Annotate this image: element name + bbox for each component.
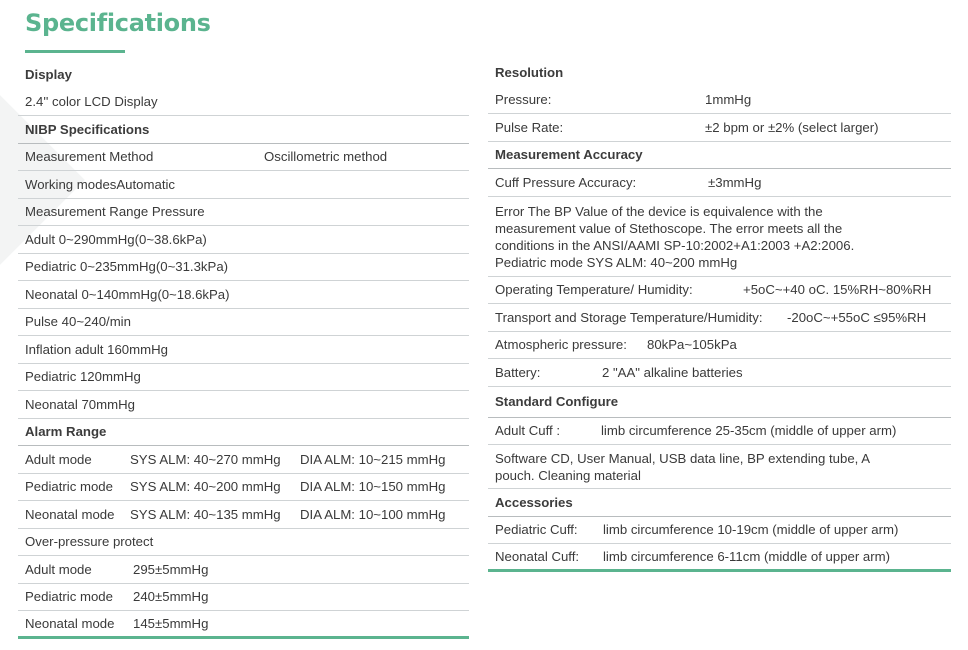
spec-label: Neonatal Cuff: — [495, 548, 580, 564]
error-text-line: measurement value of Stethoscope. The error meets all the — [495, 220, 843, 236]
spec-label: Adult Cuff : — [495, 423, 560, 439]
overpressure-mode: Pediatric mode — [25, 589, 113, 605]
spec-row-cuff-accuracy — [488, 169, 951, 197]
spec-value: Neonatal 0~140mmHg(0~18.6kPa) — [25, 286, 230, 302]
spec-row-pediatric-inflation — [18, 364, 469, 392]
spec-label: Battery: — [495, 364, 541, 380]
spec-row-transport — [488, 304, 951, 332]
spec-row-display — [18, 89, 469, 117]
error-text-line: Error The BP Value of the device is equivalence with the — [495, 203, 823, 219]
alarm-mode: Neonatal mode — [25, 506, 115, 522]
spec-row-operating — [488, 277, 951, 305]
overpressure-value: 145±5mmHg — [133, 615, 209, 631]
spec-label: Operating Temperature/ Humidity: — [495, 282, 693, 298]
spec-value: Pediatric 0~235mmHg(0~31.3kPa) — [25, 259, 229, 275]
overpressure-mode: Adult mode — [25, 561, 92, 577]
spec-label: Pediatric Cuff: — [495, 522, 578, 538]
spec-row-pressure — [488, 87, 951, 115]
section-title: Accessories — [495, 494, 573, 510]
section-header-accuracy — [488, 142, 951, 170]
spec-label: Transport and Storage Temperature/Humidity: — [495, 309, 763, 325]
spec-value: 80kPa~105kPa — [647, 337, 737, 353]
spec-value: limb circumference 25-35cm (middle of upper arm) — [601, 423, 897, 439]
alarm-sys: SYS ALM: 40~200 mmHg — [130, 479, 281, 495]
spec-label: Atmospheric pressure: — [495, 337, 627, 353]
spec-label: Pulse Rate: — [495, 119, 564, 135]
alarm-row-adult — [18, 446, 469, 474]
spec-value: Inflation adult 160mmHg — [25, 341, 168, 357]
spec-value: -20oC~+55oC ≤95%RH — [787, 309, 927, 325]
alarm-mode: Pediatric mode — [25, 479, 113, 495]
error-text-line: Pediatric mode SYS ALM: 40~200 mmHg — [495, 254, 738, 270]
spec-row-pulse — [18, 309, 469, 337]
spec-row-working-modes — [18, 171, 469, 199]
spec-value: 2 "AA" alkaline batteries — [602, 364, 743, 380]
page-title: Specifications — [25, 9, 211, 37]
error-text-line: conditions in the ANSI/AAMI SP-10:2002+A1:2003 +A2:2006. — [495, 237, 855, 253]
spec-row-neonatal-cuff — [488, 544, 951, 572]
spec-row-error — [488, 197, 951, 277]
overpressure-value: 295±5mmHg — [133, 561, 209, 577]
spec-row-overpressure — [18, 529, 469, 557]
spec-value: Measurement Range Pressure — [25, 204, 205, 220]
section-title: Resolution — [495, 65, 564, 81]
section-header-standard — [488, 387, 951, 418]
section-title: Measurement Accuracy — [495, 147, 643, 163]
overpressure-row-adult — [18, 556, 469, 584]
spec-value: Neonatal 70mmHg — [25, 396, 135, 412]
title-underline — [25, 50, 125, 53]
spec-row-pulse-rate — [488, 114, 951, 142]
spec-row-inflation — [18, 336, 469, 364]
spec-row-adult-range — [18, 226, 469, 254]
spec-row-pediatric-range — [18, 254, 469, 282]
spec-row-neonatal-range — [18, 281, 469, 309]
overpressure-row-neonatal — [18, 611, 469, 639]
spec-row-range-pressure — [18, 199, 469, 227]
section-title: Standard Configure — [495, 394, 619, 409]
alarm-mode: Adult mode — [25, 451, 92, 467]
spec-row-software — [488, 445, 951, 489]
spec-value: Pediatric 120mmHg — [25, 369, 141, 385]
section-header-resolution — [488, 59, 951, 87]
alarm-row-neonatal — [18, 501, 469, 529]
alarm-dia: DIA ALM: 10~215 mmHg — [300, 451, 446, 467]
spec-row-battery — [488, 359, 951, 387]
section-title: Alarm Range — [25, 424, 107, 440]
spec-value: 2.4'' color LCD Display — [25, 94, 158, 110]
spec-value: Adult 0~290mmHg(0~38.6kPa) — [25, 231, 207, 247]
spec-row-neonatal-inflation — [18, 391, 469, 419]
section-header-alarm — [18, 419, 469, 447]
spec-value: limb circumference 6-11cm (middle of upper arm) — [603, 548, 891, 564]
right-spec-column — [488, 59, 951, 572]
spec-value: ±2 bpm or ±2% (select larger) — [705, 119, 879, 135]
spec-row-pediatric-cuff — [488, 517, 951, 545]
spec-row-adult-cuff — [488, 418, 951, 446]
spec-value: Oscillometric method — [264, 149, 388, 165]
section-title: Display — [25, 67, 72, 83]
spec-value: ±3mmHg — [708, 174, 762, 190]
section-header-display — [18, 61, 469, 89]
spec-label: Pressure: — [495, 92, 552, 108]
section-header-nibp — [18, 116, 469, 144]
alarm-dia: DIA ALM: 10~100 mmHg — [300, 506, 446, 522]
spec-value: Over-pressure protect — [25, 534, 154, 550]
overpressure-row-pediatric — [18, 584, 469, 612]
spec-value: limb circumference 10-19cm (middle of upper arm) — [603, 522, 899, 538]
alarm-dia: DIA ALM: 10~150 mmHg — [300, 479, 446, 495]
section-title: NIBP Specifications — [25, 121, 150, 137]
spec-label: Cuff Pressure Accuracy: — [495, 174, 637, 190]
section-header-accessories — [488, 489, 951, 517]
spec-value: +5oC~+40 oC. 15%RH~80%RH — [743, 282, 932, 298]
left-spec-column — [18, 61, 469, 639]
alarm-sys: SYS ALM: 40~270 mmHg — [130, 451, 281, 467]
spec-value: Working modesAutomatic — [25, 176, 176, 192]
software-text-line: pouch. Cleaning material — [495, 468, 641, 483]
spec-row-atmospheric — [488, 332, 951, 360]
spec-label: Measurement Method — [25, 149, 154, 165]
alarm-sys: SYS ALM: 40~135 mmHg — [130, 506, 281, 522]
alarm-row-pediatric — [18, 474, 469, 502]
overpressure-mode: Neonatal mode — [25, 615, 115, 631]
overpressure-value: 240±5mmHg — [133, 589, 209, 605]
spec-row-method — [18, 144, 469, 172]
software-text-line: Software CD, User Manual, USB data line, BP extending tube, A — [495, 451, 871, 466]
spec-value: 1mmHg — [705, 92, 752, 108]
spec-value: Pulse 40~240/min — [25, 314, 131, 330]
